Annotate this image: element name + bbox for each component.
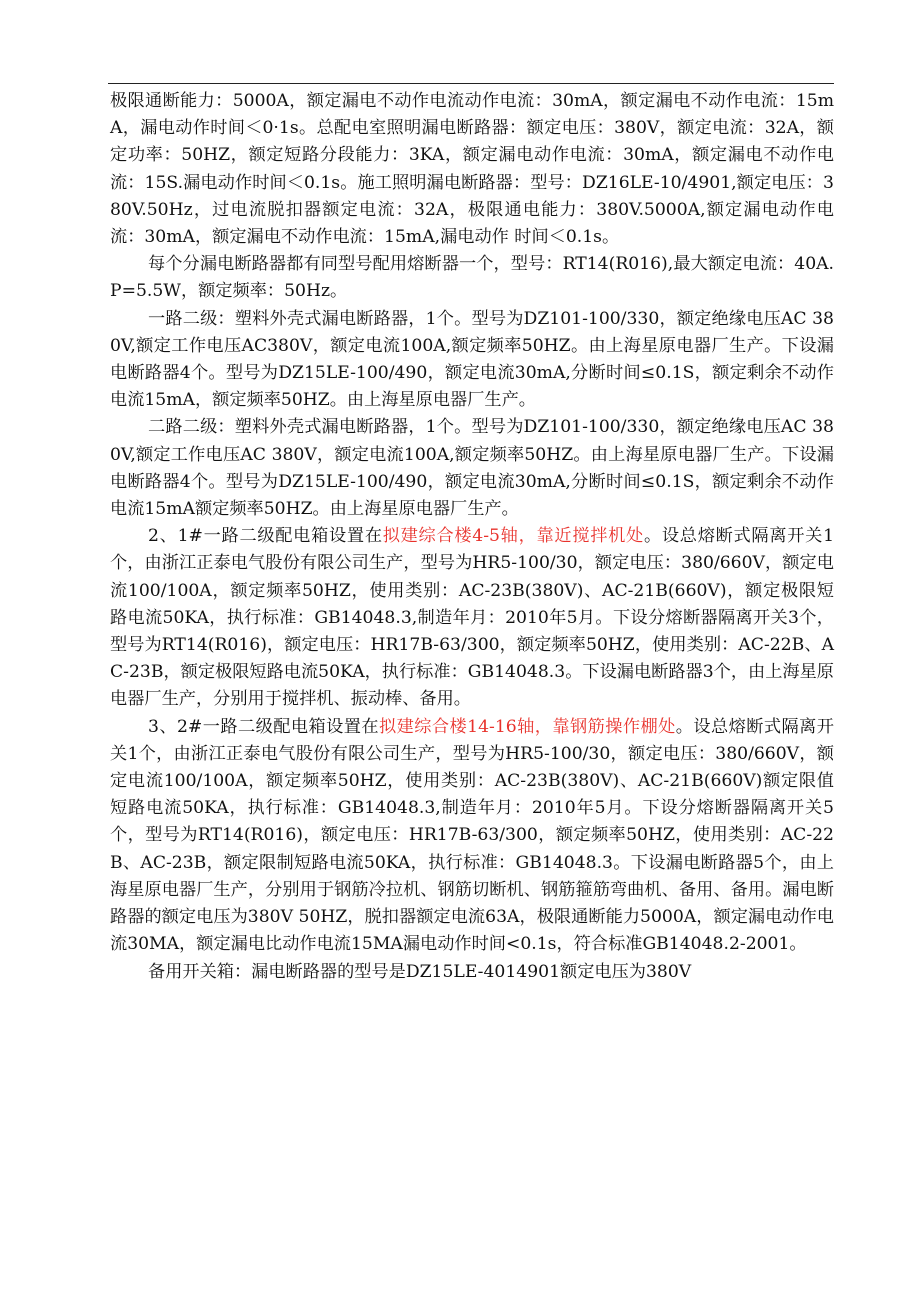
paragraph-text: 。设总熔断式隔离开关1个，由浙江正泰电气股份有限公司生产，型号为HR5-100/30，额定电压：380/660V，额定电流100/100A，额定频率50HZ，使用类别：AC-23B(380V)、AC-21B(660V)，额定极限短路电流50KA，执行标准：GB14048.3,制造年月：2010年5月。下设分熔断器隔离开关3个，型号为RT14(R016)，额定电压：HR17B-63/300，额定频率50HZ，使用类别：AC-22B、AC-23B，额定极限短路电流50KA，执行标准：GB14048.3。下设漏电断路器3个，由上海星原电器厂生产，分别用于搅拌机、振动棒、备用。 [110, 526, 835, 710]
document-body [110, 88, 834, 986]
paragraph [110, 88, 834, 251]
paragraph-text: 极限通断能力：5000A，额定漏电不动作电流动作电流：30mA，额定漏电不动作电流：15mA，漏电动作时间＜0·1s。总配电室照明漏电断路器：额定电压：380V，额定电流：32A，额定功率：50HZ，额定短路分段能力：3KA，额定漏电动作电流：30mA，额定漏电不动作电流：15S.漏电动作时间＜0.1s。施工照明漏电断路器：型号：DZ16LE-10/4901,额定电压：380V.50Hz，过电流脱扣器额定电流：32A，极限通电能力：380V.5000A,额定漏电动作电流：30mA，额定漏电不动作电流：15mA,漏电动作 时间＜0.1s。 [110, 91, 834, 248]
paragraph [110, 251, 834, 305]
paragraph-text: 一路二级：塑料外壳式漏电断路器，1个。型号为DZ101-100/330，额定绝缘电压AC 380V,额定工作电压AC380V，额定电流100A,额定频率50HZ。由上海星原电器厂生产。下设漏电断路器4个。型号为DZ15LE-100/490，额定电流30mA,分断时间≤0.1S，额定剩余不动作电流15mA，额定频率50HZ。由上海星原电器厂生产。 [110, 308, 834, 411]
paragraph-text: 二路二级：塑料外壳式漏电断路器，1个。型号为DZ101-100/330，额定绝缘电压AC 380V,额定工作电压AC 380V，额定电流100A,额定频率50HZ。由上海星原电器厂生产。下设漏电断路器4个。型号为DZ15LE-100/490，额定电流30mA,分断时间≤0.1S，额定剩余不动作电流15mA额定频率50HZ。由上海星原电器厂生产。 [110, 417, 834, 520]
highlighted-location-text: 拟建综合楼4-5轴，靠近搅拌机处 [382, 526, 644, 547]
paragraph-text: 每个分漏电断路器都有同型号配用熔断器一个，型号：RT14(R016),最大额定电流：40A.P=5.5W，额定频率：50Hz。 [110, 254, 834, 302]
paragraph-text: 3、2#一路二级配电箱设置在 [148, 716, 380, 737]
paragraph [110, 414, 834, 523]
paragraph [110, 523, 834, 713]
paragraph-text: 备用开关箱：漏电断路器的型号是DZ15LE-4014901额定电压为380V [148, 961, 692, 982]
paragraph-text: 。设总熔断式隔离开关1个，由浙江正泰电气股份有限公司生产，型号为HR5-100/30，额定电压：380/660V，额定电流100/100A，额定频率50HZ，使用类别：AC-23B(380V)、AC-21B(660V)额定限值短路电流50KA，执行标准：GB14048.3,制造年月：2010年5月。下设分熔断器隔离开关5个，型号为RT14(R016)，额定电压：HR17B-63/300，额定频率50HZ，使用类别：AC-22B、AC-23B，额定限制短路电流50KA，执行标准：GB14048.3。下设漏电断路器5个，由上海星原电器厂生产，分别用于钢筋冷拉机、钢筋切断机、钢筋箍筋弯曲机、备用、备用。漏电断路器的额定电压为380V 50HZ，脱扣器额定电流63A，极限通断能力5000A，额定漏电动作电流30MA，额定漏电比动作电流15MA漏电动作时间<0.1s，符合标准GB14048.2-2001。 [110, 716, 834, 955]
paragraph [110, 959, 834, 986]
paragraph [110, 714, 834, 959]
paragraph [110, 306, 834, 415]
paragraph-text: 2、1#一路二级配电箱设置在 [148, 526, 383, 547]
header-rule [108, 83, 834, 84]
highlighted-location-text: 拟建综合楼14-16轴，靠钢筋操作棚处 [379, 716, 676, 737]
